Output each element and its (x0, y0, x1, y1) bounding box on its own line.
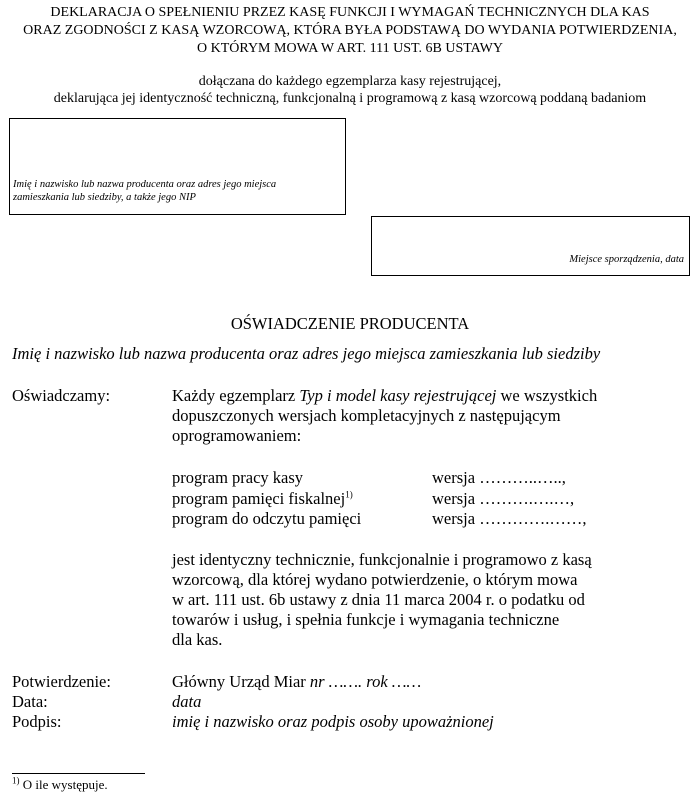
program-version-2: wersja ……….….…, (432, 489, 575, 508)
subtitle-line-2: deklarująca jej identyczność techniczną, funkcjonalną i programową z kasą wzorcową poddaną badaniom (53, 91, 647, 106)
place-date-box (371, 216, 690, 276)
subtitle-line-1: dołączana do każdego egzemplarza kasy rejestrującej, (198, 74, 502, 89)
date-label: Data: (12, 692, 48, 711)
para1-line-3: oprogramowaniem: (172, 426, 302, 445)
producer-box-label-1: Imię i nazwisko lub nazwa producenta oraz adres jego miejsca (13, 179, 277, 190)
para1-pre: Każdy egzemplarz (172, 386, 300, 405)
gum-name: Główny Urząd Miar (172, 672, 310, 691)
para2-line-3: w art. 111 ust. 6b ustawy z dnia 11 marca 2004 r. o podatku od (172, 590, 585, 609)
doc-title-line-1: DEKLARACJA O SPEŁNIENIU PRZEZ KASĘ FUNKCJI I WYMAGAŃ TECHNICZNYCH DLA KAS (50, 5, 650, 20)
para2-line-4: towarów i usług, i spełnia funkcje i wymagania techniczne (172, 610, 560, 629)
signature-label: Podpis: (12, 712, 62, 731)
producer-info-box (9, 118, 346, 215)
para2-line-1: jest identyczny technicznie, funkcjonalnie i programowo z kasą (172, 550, 592, 569)
confirmation-value (172, 672, 421, 692)
footnote (12, 777, 108, 793)
doc-title-line-2: ORAZ ZGODNOŚCI Z KASĄ WZORCOWĄ, KTÓRA BYŁA PODSTAWĄ DO WYDANIA POTWIERDZENIA, (23, 23, 677, 38)
date-value: data (172, 692, 202, 711)
footnote-marker: 1) (12, 775, 20, 786)
footnote-separator (12, 773, 145, 774)
program-name-2 (172, 489, 353, 509)
program-version-3: wersja ………….……, (432, 509, 587, 528)
para2-line-2: wzorcową, dla której wydano potwierdzenie, o którym mowa (172, 570, 578, 589)
cash-register-model: Typ i model kasy rejestrującej (299, 386, 497, 405)
para2-line-5: dla kas. (172, 630, 223, 649)
footnote-text: O ile występuje. (19, 777, 108, 792)
declare-label: Oświadczamy: (12, 386, 111, 405)
doc-title-line-3: O KTÓRYM MOWA W ART. 111 UST. 6B USTAWY (197, 41, 503, 56)
confirmation-label: Potwierdzenie: (12, 672, 111, 691)
place-box-label: Miejsce sporządzenia, data (569, 254, 684, 265)
program-version-1: wersja ………..….., (432, 468, 566, 487)
producer-box-label-2: zamieszkania lub siedziby, a także jego NIP (13, 192, 196, 203)
producer-name-line: Imię i nazwisko lub nazwa producenta oraz adres jego miejsca zamieszkania lub siedziby (12, 344, 601, 363)
para1-line-1 (172, 386, 597, 406)
program-name-2-text: program pamięci fiskalnej (172, 489, 346, 508)
program-name-3: program do odczytu pamięci (172, 509, 362, 528)
statement-title: OŚWIADCZENIE PRODUCENTA (230, 314, 470, 333)
signature-value: imię i nazwisko oraz podpis osoby upoważnionej (172, 712, 494, 731)
para1-post: we wszystkich (496, 386, 598, 405)
footnote-ref: 1) (345, 489, 353, 500)
program-name-1: program pracy kasy (172, 468, 304, 487)
confirmation-number: nr ……. rok …… (309, 672, 422, 691)
para1-line-2: dopuszczonych wersjach kompletacyjnych z następującym (172, 406, 561, 425)
